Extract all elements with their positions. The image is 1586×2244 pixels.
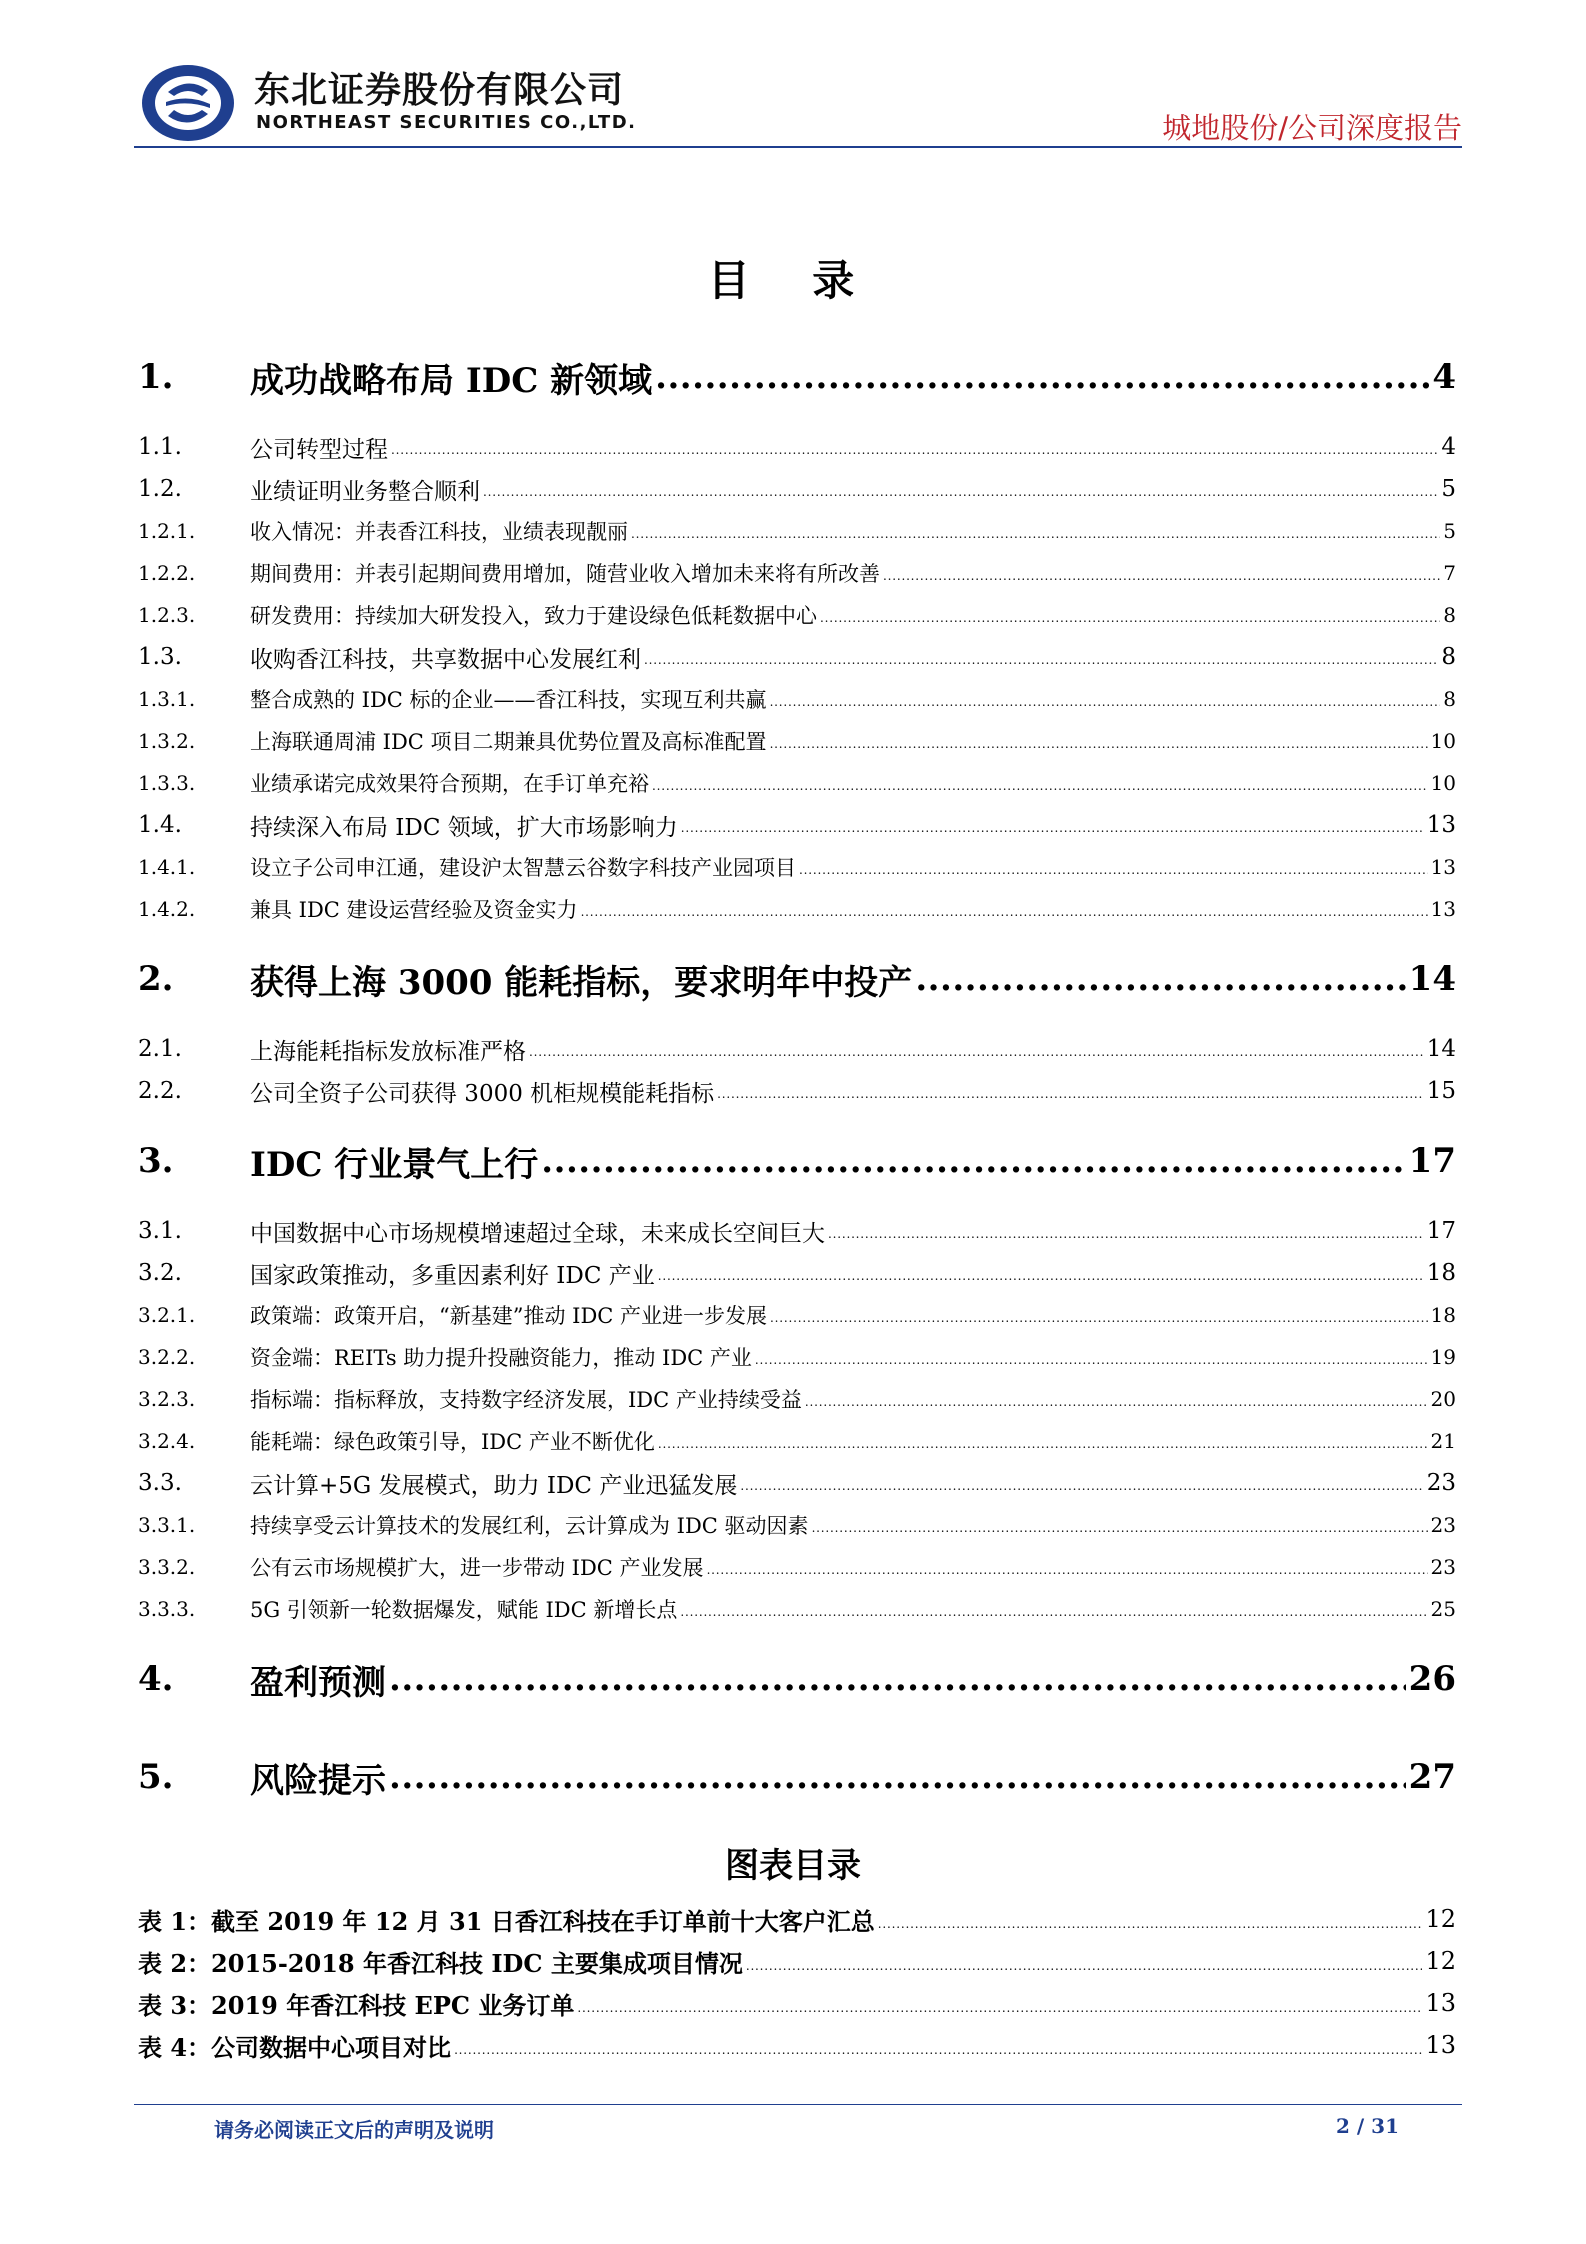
toc-leader bbox=[717, 1078, 1424, 1104]
toc-entry[interactable] bbox=[138, 1294, 1456, 1336]
toc-entry-text: 公司全资子公司获得 3000 机柜规模能耗指标 bbox=[250, 1080, 715, 1107]
toc-entry-number: 1. bbox=[138, 357, 174, 397]
toc-leader bbox=[915, 959, 1405, 999]
toc-entry[interactable] bbox=[138, 552, 1456, 594]
toc-entry-text: 上海联通周浦 IDC 项目二期兼具优势位置及高标准配置 bbox=[250, 730, 767, 754]
toc-entry-page: 17 bbox=[1426, 1218, 1456, 1244]
toc-entry-page: 17 bbox=[1408, 1141, 1456, 1181]
toc-leader bbox=[581, 897, 1428, 921]
toc-entry[interactable] bbox=[138, 1630, 1456, 1728]
toc-entry-number: 1.2.1. bbox=[138, 519, 196, 543]
toc-entry-number: 1.3.1. bbox=[138, 687, 196, 711]
toc-entry-number: 4. bbox=[138, 1659, 174, 1699]
toc-entry-text: IDC 行业景气上行 bbox=[250, 1144, 539, 1185]
toc-entry-number: 1.2.3. bbox=[138, 603, 196, 627]
toc-leader bbox=[805, 1387, 1428, 1411]
toc-leader bbox=[644, 644, 1438, 670]
toc-entry[interactable] bbox=[138, 888, 1456, 930]
figure-entry[interactable] bbox=[138, 2024, 1456, 2066]
toc-entry[interactable] bbox=[138, 1210, 1456, 1252]
toc-leader bbox=[746, 1947, 1423, 1976]
figure-entry-text: 表 1：截至 2019 年 12 月 31 日香江科技在手订单前十大客户汇总 bbox=[138, 1906, 875, 1936]
toc-leader bbox=[770, 687, 1441, 711]
toc-entry-page: 26 bbox=[1408, 1659, 1456, 1699]
toc-entry-number: 1.1. bbox=[138, 434, 182, 460]
toc-entry-number: 3.3.1. bbox=[138, 1513, 196, 1537]
toc-entry-text: 收购香江科技，共享数据中心发展红利 bbox=[250, 646, 641, 673]
figure-entry[interactable] bbox=[138, 1982, 1456, 2024]
figure-entry[interactable] bbox=[138, 1898, 1456, 1940]
toc-entry-text: 5G 引领新一轮数据爆发，赋能 IDC 新增长点 bbox=[250, 1598, 678, 1622]
toc-entry-text: 资金端：REITs 助力提升投融资能力，推动 IDC 产业 bbox=[250, 1346, 752, 1370]
toc-leader bbox=[389, 1659, 1406, 1699]
toc-entry[interactable] bbox=[138, 636, 1456, 678]
toc-entry-page: 20 bbox=[1430, 1387, 1456, 1411]
toc-leader bbox=[828, 1218, 1424, 1244]
toc-entry-number: 3.3.3. bbox=[138, 1597, 196, 1621]
toc-entry-text: 中国数据中心市场规模增速超过全球，未来成长空间巨大 bbox=[250, 1220, 825, 1247]
figure-entry-text: 表 3：2019 年香江科技 EPC 业务订单 bbox=[138, 1990, 575, 2020]
company-logo-icon bbox=[138, 62, 238, 144]
toc-entry-text: 收入情况：并表香江科技，业绩表现靓丽 bbox=[250, 520, 628, 544]
toc-entry-page: 23 bbox=[1430, 1513, 1456, 1537]
toc-entry-page: 27 bbox=[1408, 1757, 1456, 1797]
toc-entry[interactable] bbox=[138, 762, 1456, 804]
toc-entry-page: 14 bbox=[1408, 959, 1456, 999]
toc-entry[interactable] bbox=[138, 594, 1456, 636]
toc-entry[interactable] bbox=[138, 1588, 1456, 1630]
toc-entry-page: 13 bbox=[1426, 812, 1456, 838]
toc-leader bbox=[770, 729, 1428, 753]
company-name-en: NORTHEAST SECURITIES CO.,LTD. bbox=[256, 112, 637, 133]
toc-entry-text: 设立子公司申江通，建设沪太智慧云谷数字科技产业园项目 bbox=[250, 856, 796, 880]
toc-leader bbox=[577, 1989, 1422, 2018]
figure-entry-page: 12 bbox=[1425, 1947, 1456, 1975]
toc-entry-text: 指标端：指标释放，支持数字经济发展，IDC 产业持续受益 bbox=[250, 1388, 802, 1412]
toc-entry-text: 整合成熟的 IDC 标的企业——香江科技，实现互利共赢 bbox=[250, 688, 767, 712]
toc-leader bbox=[658, 1260, 1424, 1286]
toc-entry-number: 2.1. bbox=[138, 1036, 182, 1062]
toc-entry-page: 13 bbox=[1430, 855, 1456, 879]
table-of-contents bbox=[138, 328, 1456, 1826]
figure-entry-text: 表 2：2015-2018 年香江科技 IDC 主要集成项目情况 bbox=[138, 1948, 743, 1978]
toc-entry-page: 8 bbox=[1443, 687, 1456, 711]
toc-leader bbox=[658, 1429, 1428, 1453]
footer-notice: 请务必阅读正文后的声明及说明 bbox=[214, 2118, 494, 2142]
toc-entry[interactable] bbox=[138, 1252, 1456, 1294]
toc-entry-number: 1.4.2. bbox=[138, 897, 196, 921]
toc-entry-text: 持续深入布局 IDC 领域，扩大市场影响力 bbox=[250, 814, 678, 841]
toc-entry-page: 8 bbox=[1443, 603, 1456, 627]
toc-entry-number: 3.3. bbox=[138, 1470, 182, 1496]
toc-entry-page: 18 bbox=[1430, 1303, 1456, 1327]
toc-entry-text: 期间费用：并表引起期间费用增加，随营业收入增加未来将有所改善 bbox=[250, 562, 880, 586]
toc-leader bbox=[541, 1141, 1405, 1181]
toc-entry-text: 公司转型过程 bbox=[250, 436, 388, 463]
toc-entry[interactable] bbox=[138, 1070, 1456, 1112]
toc-leader bbox=[812, 1513, 1428, 1537]
toc-entry-number: 3.1. bbox=[138, 1218, 182, 1244]
toc-entry-number: 5. bbox=[138, 1757, 174, 1797]
toc-entry-text: 上海能耗指标发放标准严格 bbox=[250, 1038, 526, 1065]
toc-entry-text: 兼具 IDC 建设运营经验及资金实力 bbox=[250, 898, 578, 922]
toc-entry-text: 国家政策推动，多重因素利好 IDC 产业 bbox=[250, 1262, 655, 1289]
toc-leader bbox=[389, 1757, 1406, 1797]
toc-entry-page: 15 bbox=[1426, 1078, 1456, 1104]
toc-leader bbox=[655, 357, 1429, 397]
toc-entry-text: 政策端：政策开启，“新基建”推动 IDC 产业进一步发展 bbox=[250, 1304, 768, 1328]
figure-entry-page: 12 bbox=[1425, 1905, 1456, 1933]
toc-entry-page: 19 bbox=[1430, 1345, 1456, 1369]
toc-entry-page: 4 bbox=[1441, 434, 1456, 460]
figure-entry-page: 13 bbox=[1425, 1989, 1456, 2017]
toc-entry-page: 4 bbox=[1432, 357, 1456, 397]
toc-leader bbox=[770, 1303, 1428, 1327]
toc-entry-page: 25 bbox=[1430, 1597, 1456, 1621]
toc-entry-page: 13 bbox=[1430, 897, 1456, 921]
toc-entry[interactable] bbox=[138, 1728, 1456, 1826]
toc-leader bbox=[681, 812, 1424, 838]
figure-entry-text: 表 4：公司数据中心项目对比 bbox=[138, 2032, 452, 2062]
header-divider bbox=[134, 146, 1462, 148]
toc-entry-number: 1.4.1. bbox=[138, 855, 196, 879]
toc-entry-page: 23 bbox=[1426, 1470, 1456, 1496]
toc-entry-text: 盈利预测 bbox=[250, 1662, 386, 1703]
toc-entry-text: 研发费用：持续加大研发投入，致力于建设绿色低耗数据中心 bbox=[250, 604, 817, 628]
toc-leader bbox=[878, 1905, 1423, 1934]
toc-entry[interactable] bbox=[138, 846, 1456, 888]
toc-entry-text: 业绩证明业务整合顺利 bbox=[250, 478, 480, 505]
toc-entry-text: 业绩承诺完成效果符合预期，在手订单充裕 bbox=[250, 772, 649, 796]
toc-leader bbox=[820, 603, 1440, 627]
toc-entry-page: 5 bbox=[1441, 476, 1456, 502]
toc-entry-page: 10 bbox=[1430, 729, 1456, 753]
toc-entry[interactable] bbox=[138, 426, 1456, 468]
toc-entry-text: 风险提示 bbox=[250, 1760, 386, 1801]
toc-entry[interactable] bbox=[138, 1028, 1456, 1070]
report-tag: 城地股份/公司深度报告 bbox=[1162, 111, 1462, 145]
toc-entry-text: 公有云市场规模扩大，进一步带动 IDC 产业发展 bbox=[250, 1556, 704, 1580]
toc-entry-number: 3.3.2. bbox=[138, 1555, 196, 1579]
toc-entry-number: 3.2. bbox=[138, 1260, 182, 1286]
toc-entry[interactable] bbox=[138, 1378, 1456, 1420]
toc-entry-text: 成功战略布局 IDC 新领域 bbox=[250, 360, 653, 401]
toc-entry[interactable] bbox=[138, 328, 1456, 426]
toc-entry[interactable] bbox=[138, 804, 1456, 846]
page-indicator: 2 / 31 bbox=[1336, 2114, 1399, 2138]
toc-leader bbox=[652, 771, 1428, 795]
toc-leader bbox=[483, 476, 1438, 502]
toc-leader bbox=[755, 1345, 1428, 1369]
toc-leader bbox=[680, 1597, 1427, 1621]
toc-entry[interactable] bbox=[138, 1336, 1456, 1378]
toc-entry[interactable] bbox=[138, 1420, 1456, 1462]
toc-entry-page: 14 bbox=[1426, 1036, 1456, 1062]
toc-entry-page: 10 bbox=[1430, 771, 1456, 795]
toc-entry-number: 1.3.3. bbox=[138, 771, 196, 795]
toc-leader bbox=[529, 1036, 1424, 1062]
company-name-cn: 东北证券股份有限公司 bbox=[254, 70, 625, 111]
toc-entry-number: 1.3.2. bbox=[138, 729, 196, 753]
toc-entry[interactable] bbox=[138, 720, 1456, 762]
toc-entry-number: 2.2. bbox=[138, 1078, 182, 1104]
toc-entry-number: 3.2.1. bbox=[138, 1303, 196, 1327]
figure-entry[interactable] bbox=[138, 1940, 1456, 1982]
toc-entry-page: 18 bbox=[1426, 1260, 1456, 1286]
toc-leader bbox=[631, 519, 1440, 543]
toc-entry-number: 3.2.2. bbox=[138, 1345, 196, 1369]
footer-divider bbox=[134, 2104, 1462, 2105]
toc-entry-text: 能耗端：绿色政策引导，IDC 产业不断优化 bbox=[250, 1430, 655, 1454]
toc-entry-page: 8 bbox=[1441, 644, 1456, 670]
toc-entry[interactable] bbox=[138, 468, 1456, 510]
toc-leader bbox=[883, 561, 1440, 585]
toc-entry-number: 1.2.2. bbox=[138, 561, 196, 585]
toc-leader bbox=[740, 1470, 1423, 1496]
toc-entry-number: 3.2.3. bbox=[138, 1387, 196, 1411]
toc-entry[interactable] bbox=[138, 678, 1456, 720]
figure-entry-page: 13 bbox=[1425, 2031, 1456, 2059]
toc-entry[interactable] bbox=[138, 930, 1456, 1028]
toc-entry-text: 获得上海 3000 能耗指标，要求明年中投产 bbox=[250, 962, 913, 1003]
toc-entry[interactable] bbox=[138, 1462, 1456, 1504]
toc-entry-page: 5 bbox=[1443, 519, 1456, 543]
toc-leader bbox=[707, 1555, 1428, 1579]
toc-title: 目 录 bbox=[707, 256, 879, 305]
toc-entry-page: 23 bbox=[1430, 1555, 1456, 1579]
page-header bbox=[0, 0, 1586, 150]
toc-entry-number: 1.3. bbox=[138, 644, 182, 670]
toc-entry-page: 7 bbox=[1443, 561, 1456, 585]
toc-entry-number: 2. bbox=[138, 959, 174, 999]
toc-leader bbox=[454, 2031, 1422, 2060]
toc-entry-text: 云计算+5G 发展模式，助力 IDC 产业迅猛发展 bbox=[250, 1472, 738, 1499]
toc-entry-page: 21 bbox=[1430, 1429, 1456, 1453]
toc-entry[interactable] bbox=[138, 1546, 1456, 1588]
toc-entry[interactable] bbox=[138, 1112, 1456, 1210]
toc-leader bbox=[391, 434, 1438, 460]
figure-list-title: 图表目录 bbox=[725, 1846, 861, 1886]
toc-entry-number: 3.2.4. bbox=[138, 1429, 196, 1453]
toc-entry-number: 1.2. bbox=[138, 476, 182, 502]
toc-entry-number: 1.4. bbox=[138, 812, 182, 838]
toc-entry-number: 3. bbox=[138, 1141, 174, 1181]
toc-entry[interactable] bbox=[138, 510, 1456, 552]
toc-entry[interactable] bbox=[138, 1504, 1456, 1546]
figure-list bbox=[138, 1898, 1456, 2066]
toc-leader bbox=[799, 855, 1428, 879]
toc-entry-text: 持续享受云计算技术的发展红利，云计算成为 IDC 驱动因素 bbox=[250, 1514, 809, 1538]
